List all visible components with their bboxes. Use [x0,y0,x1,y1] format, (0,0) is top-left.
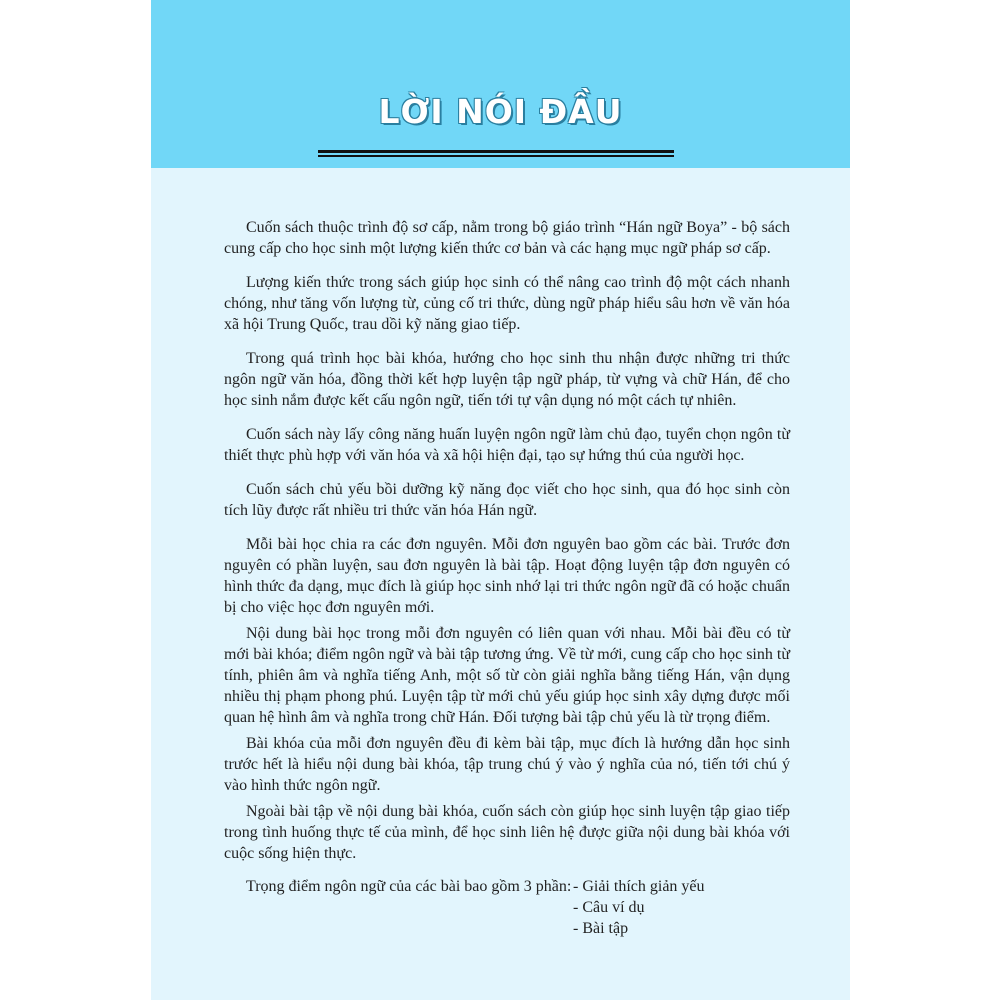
focus-list [573,876,705,939]
paragraph: Lượng kiến thức trong sách giúp học sinh có thể nâng cao trình độ một cách nhanh chóng, như tăng vốn lượng từ, củng cố tri thức, dùng ngữ pháp hiểu sâu hơn về văn hóa xã hội Trung Quốc, trau dồi kỹ năng giao tiếp. [224,274,790,333]
paragraph: Trong quá trình học bài khóa, hướng cho học sinh thu nhận được những tri thức ngôn ngữ văn hóa, đồng thời kết hợp luyện tập ngữ pháp, từ vựng và chữ Hán, để cho học sinh nắm được kết cấu ngôn ngữ, tiến tới tự vận dụng nó một cách tự nhiên. [224,350,790,409]
book-page [151,0,850,1000]
focus-list-item: - Câu ví dụ [573,899,645,916]
title-underline-thin [318,155,674,157]
focus-list-item: - Giải thích giản yếu [573,878,705,895]
paragraph: Mỗi bài học chia ra các đơn nguyên. Mỗi đơn nguyên bao gồm các bài. Trước đơn nguyên có phần luyện, sau đơn nguyên là bài tập. Hoạt động luyện tập đơn nguyên có hình thức đa dạng, mục đích là giúp học sinh nhớ lại tri thức ngôn ngữ đã có hoặc chuẩn bị cho việc học đơn nguyên mới. [224,536,790,616]
paragraph: Cuốn sách thuộc trình độ sơ cấp, nằm trong bộ giáo trình “Hán ngữ Boya” - bộ sách cung cấp cho học sinh một lượng kiến thức cơ bản và các hạng mục ngữ pháp sơ cấp. [224,219,790,257]
paragraph: Ngoài bài tập về nội dung bài khóa, cuốn sách còn giúp học sinh luyện tập giao tiếp trong tình huống thực tế của mình, để học sinh liên hệ được giữa nội dung bài khóa với cuộc sống hiện thực. [224,803,790,862]
focus-list-item: - Bài tập [573,920,629,937]
paragraph: Nội dung bài học trong mỗi đơn nguyên có liên quan với nhau. Mỗi bài đều có từ mới bài khóa; điểm ngôn ngữ và bài tập tương ứng. Về từ mới, cung cấp cho học sinh từ tính, phiên âm và nghĩa tiếng Anh, một số từ còn giải nghĩa bằng tiếng Hán, vận dụng nhiều thị phạm phong phú. Luyện tập từ mới chủ yếu giúp học sinh xây dựng được mối quan hệ hình âm và nghĩa trong chữ Hán. Đối tượng bài tập chủ yếu là từ trọng điểm. [224,625,790,726]
page-title: LỜI NÓI ĐẦU [378,92,623,131]
title-underline-thick [318,150,674,153]
page-header-band [151,0,850,168]
focus-intro: Trọng điểm ngôn ngữ của các bài bao gồm 3 phần: [246,878,572,895]
paragraph: Bài khóa của mỗi đơn nguyên đều đi kèm bài tập, mục đích là hướng dẫn học sinh trước hết là hiểu nội dung bài khóa, tập trung chú ý vào ý nghĩa của nó, tiến tới chú ý vào hình thức ngôn ngữ. [224,735,790,794]
preface-body [224,217,790,940]
paragraph: Cuốn sách này lấy công năng huấn luyện ngôn ngữ làm chủ đạo, tuyển chọn ngôn từ thiết thực phù hợp với văn hóa và xã hội hiện đại, tạo sự hứng thú của người học. [224,426,790,464]
language-focus-section [224,876,790,940]
paragraph: Cuốn sách chủ yếu bồi dưỡng kỹ năng đọc viết cho học sinh, qua đó học sinh còn tích lũy được rất nhiều tri thức văn hóa Hán ngữ. [224,481,790,519]
